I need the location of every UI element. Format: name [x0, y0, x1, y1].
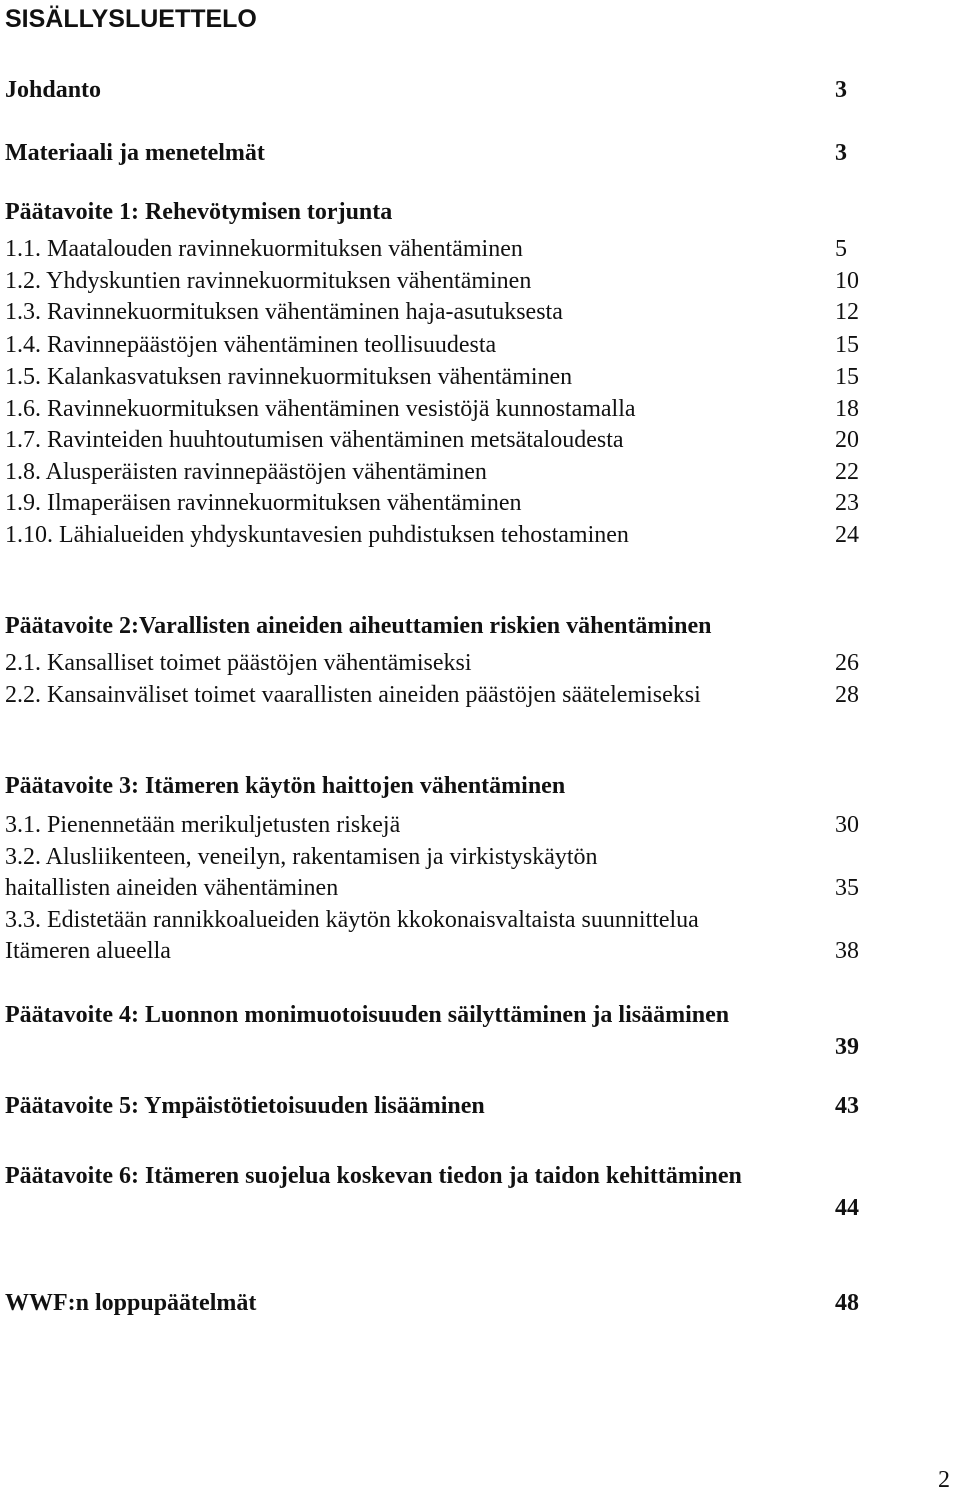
toc-entry-text: 1.8. Alusperäisten ravinnepäästöjen vähentäminen — [5, 459, 487, 485]
toc-entry-page: 5 — [835, 236, 847, 262]
toc-entry-page: 3 — [835, 140, 847, 166]
toc-entry-text: Materiaali ja menetelmät — [5, 140, 265, 166]
toc-entry-page: 3 — [835, 77, 847, 103]
toc-entry-page: 35 — [835, 875, 859, 901]
toc-entry-text: haitallisten aineiden vähentäminen — [5, 875, 339, 901]
toc-entry-page: 44 — [835, 1195, 859, 1221]
toc-entry-page: 12 — [835, 299, 859, 325]
toc-entry-text: 1.4. Ravinnepäästöjen vähentäminen teollisuudesta — [5, 332, 497, 358]
toc-entry-text: 1.3. Ravinnekuormituksen vähentäminen haja-asutuksesta — [5, 299, 563, 325]
toc-entry-text: Johdanto — [5, 77, 102, 103]
toc-entry-page: 23 — [835, 490, 859, 516]
toc-entry-page: 10 — [835, 268, 859, 294]
toc-entry-text: 1.2. Yhdyskuntien ravinnekuormituksen vähentäminen — [5, 268, 532, 294]
toc-entry-text: 1.6. Ravinnekuormituksen vähentäminen vesistöjä kunnostamalla — [5, 396, 636, 422]
toc-entry-text: 1.5. Kalankasvatuksen ravinnekuormituksen vähentäminen — [5, 364, 573, 390]
toc-entry-page: 43 — [835, 1093, 859, 1119]
toc-entry-text: 2.2. Kansainväliset toimet vaarallisten aineiden päästöjen säätelemiseksi — [5, 682, 701, 708]
toc-entry-page: 15 — [835, 364, 859, 390]
toc-entry-page: 20 — [835, 427, 859, 453]
toc-entry-page: 39 — [835, 1034, 859, 1060]
toc-entry-page: 18 — [835, 396, 859, 422]
toc-entry-text: WWF:n loppupäätelmät — [5, 1290, 257, 1316]
toc-entry-page: 28 — [835, 682, 859, 708]
toc-entry-page: 22 — [835, 459, 859, 485]
toc-entry-text: Päätavoite 1: Rehevötymisen torjunta — [5, 199, 393, 225]
toc-entry-text: 1.10. Lähialueiden yhdyskuntavesien puhdistuksen tehostaminen — [5, 522, 629, 548]
toc-entry-text: 3.2. Alusliikenteen, veneilyn, rakentamisen ja virkistyskäytön — [5, 844, 598, 870]
toc-entry-text: Päätavoite 5: Ympäistötietoisuuden lisääminen — [5, 1093, 485, 1119]
toc-entry-page: 30 — [835, 812, 859, 838]
toc-entry-text: Itämeren alueella — [5, 938, 171, 964]
toc-entry-text: 3.1. Pienennetään merikuljetusten riskejä — [5, 812, 401, 838]
toc-entry-page: 38 — [835, 938, 859, 964]
toc-entry-text: Päätavoite 4: Luonnon monimuotoisuuden säilyttäminen ja lisääminen — [5, 1002, 730, 1028]
page-number: 2 — [938, 1467, 950, 1493]
toc-entry-text: Päätavoite 2:Varallisten aineiden aiheuttamien riskien vähentäminen — [5, 613, 712, 639]
toc-entry-text: 1.9. Ilmaperäisen ravinnekuormituksen vähentäminen — [5, 490, 522, 516]
toc-entry-text: Päätavoite 6: Itämeren suojelua koskevan tiedon ja taidon kehittäminen — [5, 1163, 742, 1189]
toc-entry-text: 3.3. Edistetään rannikkoalueiden käytön kkokonaisvaltaista suunnittelua — [5, 907, 699, 933]
page-title: SISÄLLYSLUETTELO — [5, 5, 257, 33]
toc-entry-page: 24 — [835, 522, 859, 548]
toc-entry-text: 1.7. Ravinteiden huuhtoutumisen vähentäminen metsätaloudesta — [5, 427, 624, 453]
toc-entry-page: 26 — [835, 650, 859, 676]
toc-entry-text: 1.1. Maatalouden ravinnekuormituksen vähentäminen — [5, 236, 523, 262]
toc-entry-text: Päätavoite 3: Itämeren käytön haittojen vähentäminen — [5, 773, 566, 799]
toc-entry-page: 48 — [835, 1290, 859, 1316]
toc-entry-page: 15 — [835, 332, 859, 358]
toc-entry-text: 2.1. Kansalliset toimet päästöjen vähentämiseksi — [5, 650, 472, 676]
